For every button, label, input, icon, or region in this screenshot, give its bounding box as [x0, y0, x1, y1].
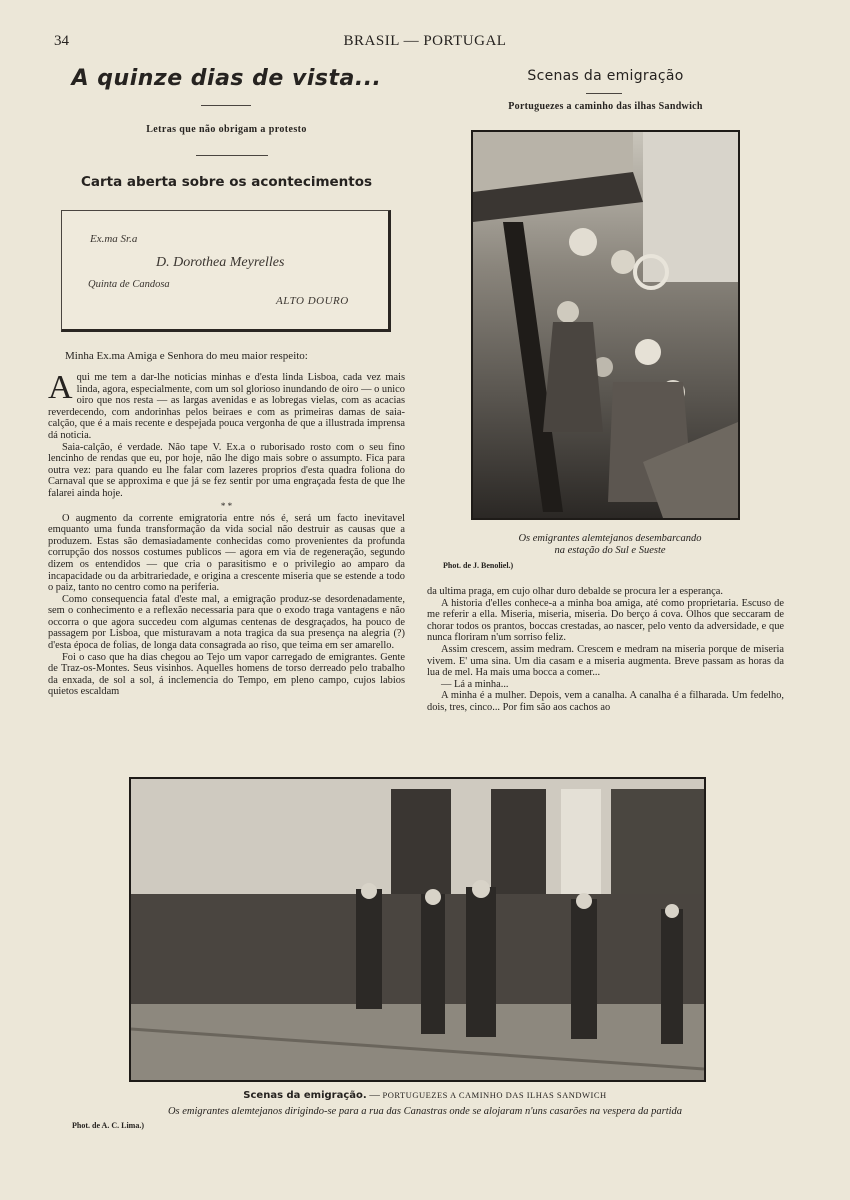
- photo-credit: Phot. de J. Benoliel.): [443, 561, 514, 570]
- divider-rule: [586, 93, 622, 94]
- emigrants-street-photo: [129, 777, 706, 1082]
- paragraph: — Lá a minha...: [441, 678, 509, 690]
- caption-title: Scenas da emigração.: [243, 1090, 367, 1101]
- photo-caption: [460, 533, 760, 557]
- paragraph: Foi o caso que ha dias chegou ao Tejo um vapor carregado de emigrantes. Gente de Traz-os-Montes. Seus visinhos. Aquelles homens de torso derreado pelo trabalho da enxada, de sol a sol, á inclemencia do Tempo, em pleno campo, cujos labios quietos escaldam: [48, 651, 405, 698]
- running-title: BRASIL — PORTUGAL: [343, 33, 507, 49]
- caption-subtitle: PORTUGUEZES A CAMINHO DAS ILHAS SANDWICH: [382, 1090, 607, 1100]
- photo-placeholder: [131, 779, 704, 1080]
- photo-placeholder: [473, 132, 738, 518]
- article-subheadline: Carta aberta sobre os acontecimentos: [80, 174, 373, 190]
- emigrants-disembarking-photo: [471, 130, 740, 520]
- paragraph: A historia d'elles conhece-a a minha boa amiga, até como proprietaria. Escuso de me referir a ella. Miseria, miseria, miseria. Do berço á cova. Olhos que seccaram de chorar todos os prantos, boccas crestadas, ao nascer, pelo vento da adversidade, e que nunca floriram n'um sorriso feliz.: [427, 597, 784, 644]
- caption-line: na estação do Sul e Sueste: [554, 545, 666, 556]
- caption-line: Os emigrantes alemtejanos desembarcando: [518, 533, 702, 544]
- address-region: ALTO DOURO: [276, 295, 349, 307]
- photo-credit: Phot. de A. C. Lima.): [72, 1121, 144, 1130]
- bottom-photo-caption: [0, 1090, 850, 1101]
- address-name: D. Dorothea Meyrelles: [156, 255, 285, 270]
- address-title: Ex.ma Sr.a: [90, 233, 138, 245]
- paragraph: Saia-calção, é verdade. Não tape V. Ex.a o ruborisado rosto com o seu fino lencinho de rendas que eu, por hoje, não lhe digo mais sobre o assumpto. Fica para outra vez: para quando eu lhe falar com lazeres proprios d'esta quadra foliona do Carnaval que se approxima e que já se fez sentir por uma engraçada festa de que lhe falarei ainda hoje.: [48, 441, 405, 499]
- page-number: 34: [54, 33, 69, 49]
- paragraph: O augmento da corrente emigratoria entre nós é, será um facto inevitavel emquanto uma funda transformação da vida social não destruir as causas que a produzem. Estas são demasiadamente conhecidas como provenientes da profunda corrupção dos nossos costumes publicos — agora em via de regeneração, segundo dizem os entendidos — que cria o parasitismo e o privilegio ao amparo da incapacidade ou da arbitrariedade, e origina a crescente miseria que se estende a todo o paiz, tanto no centro como na periferia.: [48, 512, 405, 594]
- paragraph: da ultima praga, em cujo olhar duro debalde se procura ler a esperança.: [427, 586, 723, 597]
- section-subheadline: Portuguezes a caminho das ilhas Sandwich: [508, 101, 703, 112]
- divider-rule: [201, 105, 251, 106]
- section-separator: * *: [220, 500, 233, 511]
- left-column-body: [48, 372, 405, 782]
- salutation: Minha Ex.ma Amiga e Senhora do meu maior respeito:: [65, 350, 308, 362]
- paragraph: Assim crescem, assim medram. Crescem e medram na miseria porque de miseria vivem. E' uma sina. Um dia casam e a miseria augmenta. Breve passam as horas da lua de mel. Ha mais uma bocca a comer...: [427, 643, 784, 679]
- address-estate: Quinta de Candosa: [88, 279, 170, 290]
- bottom-photo-description: Os emigrantes alemtejanos dirigindo-se para a rua das Canastras onde se alojaram n'uns casarões na vespera da partida: [167, 1106, 683, 1117]
- divider-rule: [196, 155, 268, 156]
- article-headline: A quinze dias de vista...: [71, 66, 382, 91]
- paragraph: Como consequencia fatal d'este mal, a emigração produz-se desordenadamente, sem o conhecimento e a reflexão necessaria para que o exodo traga vantagens e não occorra o que agora succedeu com algumas centenas de desgraçados, ha pouco de passagem por Lisboa, que misturavam a nota tragica da sua presença na alegria (?) d'esta época de folias, de longa data consagrada ao riso, que teima em ser amarello.: [48, 593, 405, 652]
- right-column-body: [427, 586, 784, 752]
- drop-cap: A: [48, 372, 73, 406]
- paragraph: A minha é a mulher. Depois, vem a canalha. A canalha é a filharada. Um fedelho, dois, tres, cinco... Por fim são aos cachos ao: [427, 690, 784, 713]
- paragraph: [48, 372, 405, 442]
- section-headline: Scenas da emigração: [527, 68, 684, 84]
- address-box: [61, 210, 391, 332]
- article-kicker: Letras que não obrigam a protesto: [146, 124, 307, 135]
- paragraph-text: qui me tem a dar-lhe noticias minhas e d'esta linda Lisboa, cada vez mais linda, agora, especialmente, com um sol glorioso inundando de oiro — o unico oiro que nos resta — as largas avenidas e as lobregas vielas, com as acacias reverdecendo, com andorinhas pelos beiraes e com as primeiras damas de saia-calção, que é a mais recente e despejada pouca vergonha de que a illustrada imprensa dá noticia.: [48, 372, 405, 441]
- caption-dash: —: [366, 1090, 383, 1101]
